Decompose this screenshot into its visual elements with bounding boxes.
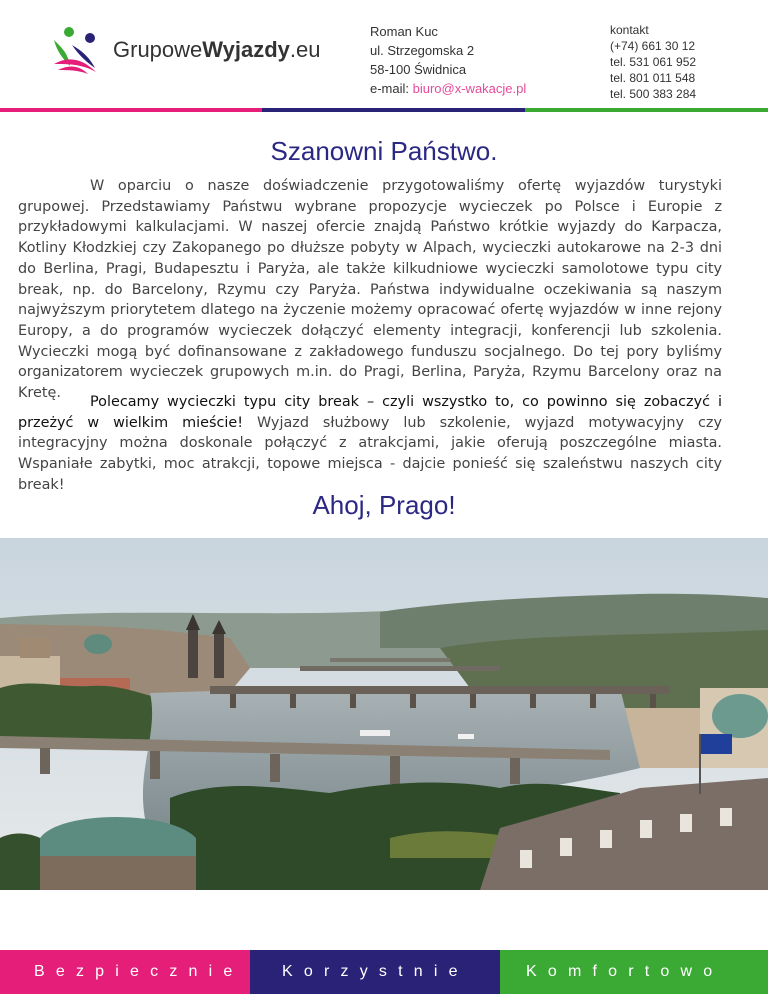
contact-title: kontakt [610, 23, 649, 37]
footer-bar [0, 950, 768, 994]
prague-bridges-photo [0, 538, 768, 890]
divider-green [525, 108, 768, 112]
footer-safe: Bezpiecznie [0, 950, 250, 994]
email-link[interactable]: biuro@x-wakacje.pl [412, 81, 527, 96]
divider-pink [0, 108, 262, 112]
promo-body: Wyjazd służbowy lub szkolenie, wyjazd motywacyjny czy integracyjny można doskonale połączyć z atrakcjami, jakie oferują poszczególne miasta. Wspaniałe zabytki, moc atrakcji, topowe miejsca - dajcie ponieść się szaleństwu naszych city break! [18, 414, 722, 493]
contact-city: 58-100 Świdnica [370, 62, 467, 77]
people-logo-icon [50, 26, 106, 76]
greeting-heading: Szanowni Państwo. [270, 136, 498, 166]
contact-name: Roman Kuc [370, 24, 438, 39]
contact-phones [610, 22, 696, 102]
contact-street: ul. Strzegomska 2 [370, 43, 475, 58]
contact-address [370, 22, 526, 98]
footer-affordable: Korzystnie [250, 950, 500, 994]
promo-lead: Polecamy wycieczki typu city break – czyli wszystko to, co powinno się zobaczyć i przeżyć w wielkim mieście! [18, 394, 722, 431]
promo-paragraph [18, 392, 722, 496]
prague-panorama-image [0, 538, 768, 890]
logo-wordmark: GrupoweWyjazdy.eu [113, 37, 321, 62]
phone-number[interactable]: tel. 500 383 284 [610, 87, 697, 101]
prague-heading: Ahoj, Prago! [312, 490, 456, 520]
phone-number[interactable]: tel. 801 011 548 [610, 71, 696, 85]
company-logo[interactable] [50, 26, 320, 76]
phone-number[interactable]: tel. 531 061 952 [610, 55, 697, 69]
letterhead [0, 0, 768, 112]
contact-email: e-mail: biuro@x-wakacje.pl [370, 81, 527, 96]
phone-number[interactable]: (+74) 661 30 12 [610, 39, 696, 53]
footer-comfortable: Komfortowo [500, 950, 768, 994]
intro-paragraph: W oparciu o nasze doświadczenie przygotowaliśmy ofertę wyjazdów turystyki grupowej. Przedstawiamy Państwu wybrane propozycje wycieczek po Polsce i Europie z przykładowymi kalkulacjami. W naszej ofercie znajdą Państwo krótkie wyjazdy do Karpacza, Kotliny Kłodzkiej czy Zakopanego po dłuższe pobyty w Alpach, wycieczki autokarowe na 2-3 dni do Berlina, Pragi, Budapesztu i Paryża, ale także kilkudniowe wycieczki samolotowe typu city break, np. do Barcelony, Rzymu czy Paryża. Państwa indywidualne oczekiwania są naszym najwyższym priorytetem dlatego na życzenie możemy opracować ofertę wyjazdów w inne rejony Europy, a do programów wycieczek dołączyć elementy integracji, konferencji lub szkolenia. Wycieczki mogą być dofinansowane z zakładowego funduszu socjalnego. Do tej pory byliśmy organizatorem wycieczek grupowych m.in. do Pragi, Berlina, Paryża, Rzymu Barcelony oraz na Kretę. [18, 178, 722, 402]
divider-navy [262, 108, 525, 112]
